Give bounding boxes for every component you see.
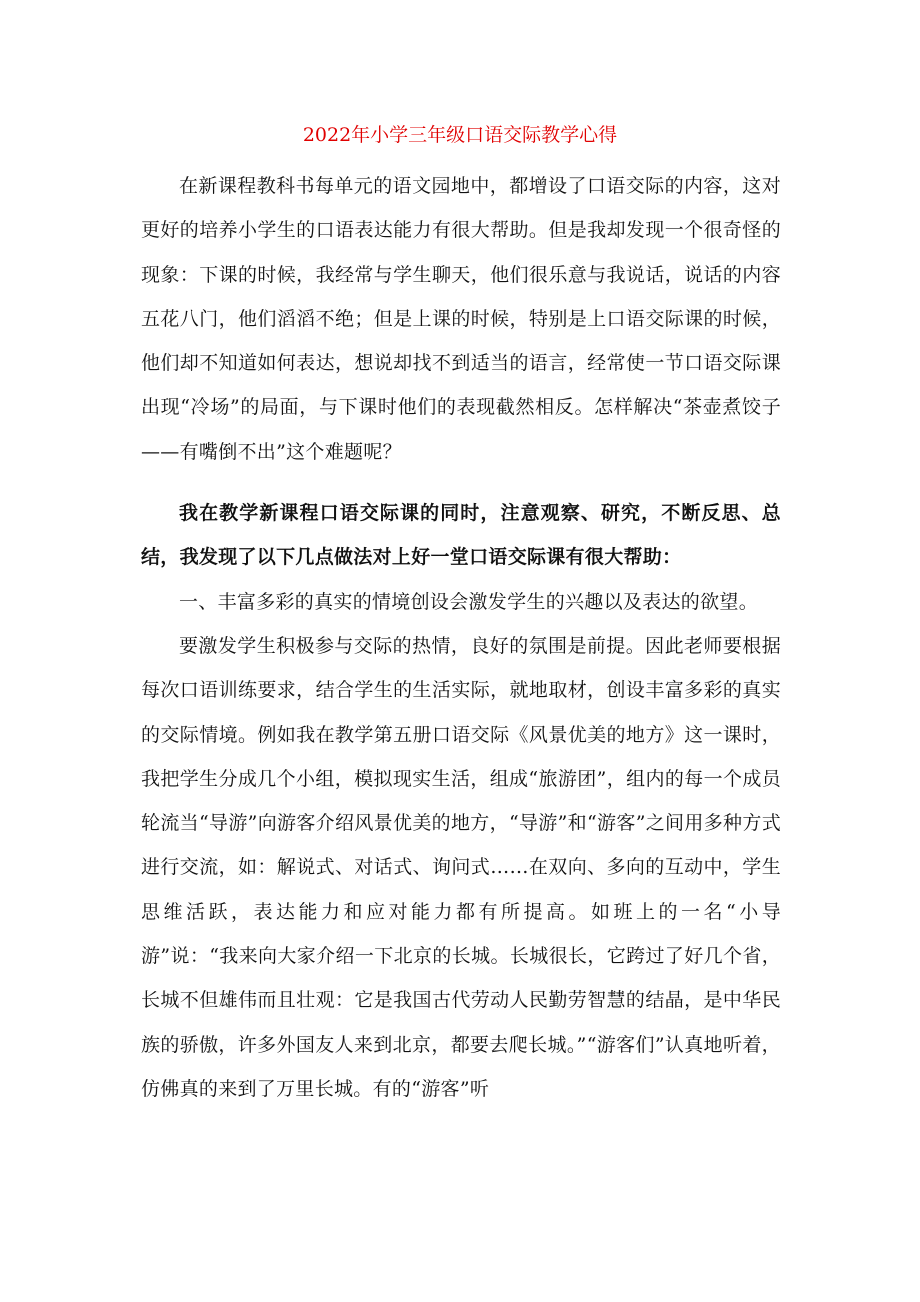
document-body	[141, 164, 781, 1111]
paragraph-example: 要激发学生积极参与交际的热情，良好的氛围是前提。因此老师要根据每次口语训练要求，结合学生的生活实际，就地取材，创设丰富多彩的真实的交际情境。例如我在教学第五册口语交际《风景优美的地方》这一课时，我把学生分成几个小组，模拟现实生活，组成“旅游团”，组内的每一个成员轮流当“导游”向游客介绍风景优美的地方，“导游”和“游客”之间用多种方式进行交流，如：解说式、对话式、询问式……在双向、多向的互动中，学生思维活跃，表达能力和应对能力都有所提高。如班上的一名“小导游”说：“我来向大家介绍一下北京的长城。长城很长，它跨过了好几个省，长城不但雄伟而且壮观：它是我国古代劳动人民勤劳智慧的结晶，是中华民族的骄傲，许多外国友人来到北京，都要去爬长城。”“游客们”认真地听着，仿佛真的来到了万里长城。有的“游客”听	[141, 634, 781, 1100]
paragraph-bold-summary: 我在教学新课程口语交际课的同时，注意观察、研究，不断反思、总结，我发现了以下几点做法对上好一堂口语交际课有很大帮助：	[141, 502, 781, 569]
paragraph-intro: 在新课程教科书每单元的语文园地中，都增设了口语交际的内容，这对更好的培养小学生的口语表达能力有很大帮助。但是我却发现一个很奇怪的现象：下课的时候，我经常与学生聊天，他们很乐意与我说话，说话的内容五花八门，他们滔滔不绝；但是上课的时候，特别是上口语交际课的时候，他们却不知道如何表达，想说却找不到适当的语言，经常使一节口语交际课出现“冷场”的局面，与下课时他们的表现截然相反。怎样解决“茶壶煮饺子——有嘴倒不出”这个难题呢？	[141, 175, 781, 463]
document-title: 2022年小学三年级口语交际教学心得	[302, 124, 618, 146]
paragraph-heading-one: 一、丰富多彩的真实的情境创设会激发学生的兴趣以及表达的欲望。	[179, 590, 759, 613]
